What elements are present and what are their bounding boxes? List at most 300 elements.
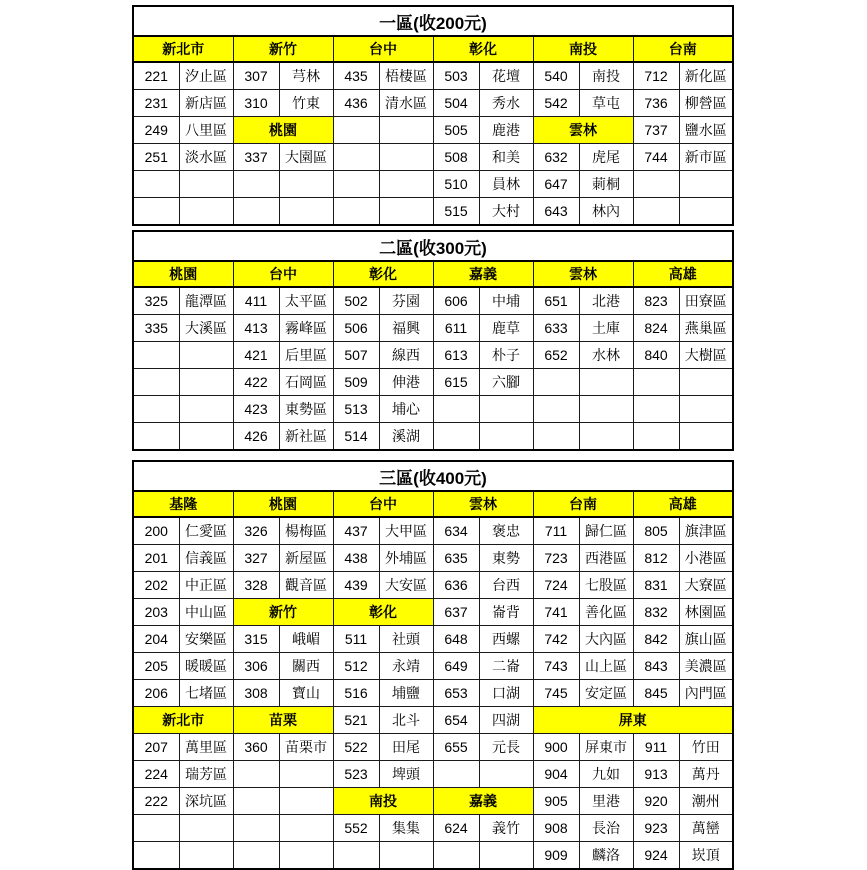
empty-cell: [679, 171, 733, 198]
table-row: [133, 117, 733, 144]
postal-code-cell: 649: [433, 653, 479, 680]
district-name-cell: 新市區: [679, 144, 733, 171]
postal-code-cell: 615: [433, 369, 479, 396]
empty-cell: [133, 342, 179, 369]
table-row: [133, 62, 733, 90]
district-name-cell: 萬里區: [179, 734, 233, 761]
table-row: [133, 680, 733, 707]
postal-code-cell: 634: [433, 517, 479, 545]
empty-cell: [133, 842, 179, 870]
postal-code-cell: 613: [433, 342, 479, 369]
postal-code-cell: 325: [133, 287, 179, 315]
postal-code-cell: 905: [533, 788, 579, 815]
district-name-cell: 和美: [479, 144, 533, 171]
postal-code-cell: 913: [633, 761, 679, 788]
district-name-cell: 萬丹: [679, 761, 733, 788]
postal-code-cell: 423: [233, 396, 279, 423]
empty-cell: [279, 788, 333, 815]
postal-code-cell: 506: [333, 315, 379, 342]
region-header-cell: 高雄: [633, 261, 733, 287]
empty-cell: [479, 423, 533, 451]
district-name-cell: 九如: [579, 761, 633, 788]
district-name-cell: 新店區: [179, 90, 233, 117]
postal-code-cell: 651: [533, 287, 579, 315]
empty-cell: [679, 369, 733, 396]
district-name-cell: 善化區: [579, 599, 633, 626]
empty-cell: [533, 423, 579, 451]
empty-cell: [133, 423, 179, 451]
postal-code-cell: 923: [633, 815, 679, 842]
postal-code-cell: 512: [333, 653, 379, 680]
postal-code-cell: 741: [533, 599, 579, 626]
district-name-cell: 芎林: [279, 62, 333, 90]
district-name-cell: 二崙: [479, 653, 533, 680]
region-header-cell: 新北市: [133, 36, 233, 62]
postal-code-cell: 737: [633, 117, 679, 144]
empty-cell: [233, 761, 279, 788]
zone-title-row: [133, 231, 733, 261]
district-name-cell: 褒忠: [479, 517, 533, 545]
empty-cell: [479, 842, 533, 870]
district-name-cell: 太平區: [279, 287, 333, 315]
district-name-cell: 員林: [479, 171, 533, 198]
empty-cell: [279, 198, 333, 226]
postal-code-cell: 224: [133, 761, 179, 788]
empty-cell: [433, 761, 479, 788]
postal-code-cell: 911: [633, 734, 679, 761]
table-row: [133, 815, 733, 842]
district-name-cell: 西港區: [579, 545, 633, 572]
postal-code-cell: 203: [133, 599, 179, 626]
district-name-cell: 新社區: [279, 423, 333, 451]
region-header-cell: 雲林: [433, 491, 533, 517]
district-name-cell: 西螺: [479, 626, 533, 653]
table-row: [133, 545, 733, 572]
district-name-cell: 北港: [579, 287, 633, 315]
postal-code-cell: 438: [333, 545, 379, 572]
postal-code-cell: 251: [133, 144, 179, 171]
empty-cell: [679, 423, 733, 451]
district-name-cell: 田寮區: [679, 287, 733, 315]
postal-code-cell: 606: [433, 287, 479, 315]
postal-code-cell: 328: [233, 572, 279, 599]
district-name-cell: 四湖: [479, 707, 533, 734]
empty-cell: [133, 171, 179, 198]
postal-code-cell: 307: [233, 62, 279, 90]
empty-cell: [379, 117, 433, 144]
district-name-cell: 山上區: [579, 653, 633, 680]
district-name-cell: 柳營區: [679, 90, 733, 117]
district-name-cell: 六腳: [479, 369, 533, 396]
region-header-cell: 台中: [333, 36, 433, 62]
region-header-cell: 南投: [533, 36, 633, 62]
postal-code-cell: 542: [533, 90, 579, 117]
empty-cell: [133, 369, 179, 396]
district-name-cell: 鹿草: [479, 315, 533, 342]
district-name-cell: 埔鹽: [379, 680, 433, 707]
empty-cell: [333, 144, 379, 171]
district-name-cell: 林內: [579, 198, 633, 226]
district-name-cell: 七堵區: [179, 680, 233, 707]
district-name-cell: 八里區: [179, 117, 233, 144]
zone-title: 二區(收300元): [133, 231, 733, 261]
table-row: [133, 599, 733, 626]
empty-cell: [479, 396, 533, 423]
region-header-cell: 桃園: [233, 117, 333, 144]
postal-code-cell: 206: [133, 680, 179, 707]
postal-code-cell: 823: [633, 287, 679, 315]
postal-code-cell: 522: [333, 734, 379, 761]
postal-code-cell: 805: [633, 517, 679, 545]
empty-cell: [333, 198, 379, 226]
district-name-cell: 鹿港: [479, 117, 533, 144]
district-name-cell: 伸港: [379, 369, 433, 396]
empty-cell: [633, 369, 679, 396]
postal-code-cell: 824: [633, 315, 679, 342]
table-row: [133, 517, 733, 545]
empty-cell: [433, 842, 479, 870]
district-name-cell: 大村: [479, 198, 533, 226]
district-name-cell: 瑞芳區: [179, 761, 233, 788]
district-name-cell: 福興: [379, 315, 433, 342]
table-row: [133, 626, 733, 653]
empty-cell: [533, 396, 579, 423]
table-row: [133, 315, 733, 342]
postal-code-cell: 831: [633, 572, 679, 599]
empty-cell: [433, 396, 479, 423]
postal-code-cell: 509: [333, 369, 379, 396]
district-name-cell: 潮州: [679, 788, 733, 815]
postal-code-cell: 437: [333, 517, 379, 545]
empty-cell: [233, 198, 279, 226]
postal-code-cell: 654: [433, 707, 479, 734]
district-name-cell: 汐止區: [179, 62, 233, 90]
postal-code-cell: 712: [633, 62, 679, 90]
table-row: [133, 423, 733, 451]
district-name-cell: 林園區: [679, 599, 733, 626]
postal-code-cell: 231: [133, 90, 179, 117]
postal-code-cell: 315: [233, 626, 279, 653]
empty-cell: [633, 423, 679, 451]
district-name-cell: 歸仁區: [579, 517, 633, 545]
empty-cell: [579, 396, 633, 423]
district-name-cell: 外埔區: [379, 545, 433, 572]
postal-code-cell: 711: [533, 517, 579, 545]
postal-code-cell: 337: [233, 144, 279, 171]
region-header-cell: 新北市: [133, 707, 233, 734]
region-header-cell: 台中: [233, 261, 333, 287]
region-header-cell: 彰化: [333, 599, 433, 626]
empty-cell: [633, 198, 679, 226]
district-name-cell: 大溪區: [179, 315, 233, 342]
postal-code-cell: 655: [433, 734, 479, 761]
district-name-cell: 清水區: [379, 90, 433, 117]
postal-code-cell: 436: [333, 90, 379, 117]
postal-code-cell: 540: [533, 62, 579, 90]
empty-cell: [279, 171, 333, 198]
district-name-cell: 小港區: [679, 545, 733, 572]
postal-code-cell: 611: [433, 315, 479, 342]
region-header-cell: 台中: [333, 491, 433, 517]
postal-code-cell: 742: [533, 626, 579, 653]
postal-code-cell: 411: [233, 287, 279, 315]
region-header-cell: 屏東: [533, 707, 733, 734]
region-header-cell: 彰化: [333, 261, 433, 287]
district-name-cell: 寶山: [279, 680, 333, 707]
table-row: [133, 788, 733, 815]
postal-code-cell: 900: [533, 734, 579, 761]
region-header-row: [133, 261, 733, 287]
district-name-cell: 安定區: [579, 680, 633, 707]
postal-code-cell: 632: [533, 144, 579, 171]
district-name-cell: 永靖: [379, 653, 433, 680]
postal-code-cell: 511: [333, 626, 379, 653]
empty-cell: [433, 423, 479, 451]
empty-cell: [279, 842, 333, 870]
postal-code-cell: 222: [133, 788, 179, 815]
empty-cell: [233, 788, 279, 815]
region-header-cell: 高雄: [633, 491, 733, 517]
table-row: [133, 342, 733, 369]
empty-cell: [479, 761, 533, 788]
empty-cell: [533, 369, 579, 396]
postal-code-cell: 745: [533, 680, 579, 707]
empty-cell: [179, 842, 233, 870]
postal-code-cell: 306: [233, 653, 279, 680]
postal-code-cell: 327: [233, 545, 279, 572]
region-header-cell: 嘉義: [433, 261, 533, 287]
empty-cell: [179, 342, 233, 369]
district-name-cell: 石岡區: [279, 369, 333, 396]
postal-code-cell: 508: [433, 144, 479, 171]
district-name-cell: 屏東市: [579, 734, 633, 761]
empty-cell: [179, 369, 233, 396]
postal-code-cell: 652: [533, 342, 579, 369]
table-row: [133, 171, 733, 198]
zone-title: 一區(收200元): [133, 6, 733, 36]
postal-code-cell: 743: [533, 653, 579, 680]
region-header-cell: 苗栗: [233, 707, 333, 734]
postal-code-cell: 201: [133, 545, 179, 572]
region-header-cell: 嘉義: [433, 788, 533, 815]
zone-2-table: [132, 230, 734, 451]
postal-code-cell: 205: [133, 653, 179, 680]
empty-cell: [379, 198, 433, 226]
empty-cell: [633, 396, 679, 423]
postal-code-cell: 842: [633, 626, 679, 653]
empty-cell: [179, 396, 233, 423]
district-name-cell: 峨嵋: [279, 626, 333, 653]
postal-code-cell: 643: [533, 198, 579, 226]
table-row: [133, 707, 733, 734]
empty-cell: [379, 842, 433, 870]
table-row: [133, 396, 733, 423]
district-name-cell: 安樂區: [179, 626, 233, 653]
region-header-cell: 台南: [533, 491, 633, 517]
district-name-cell: 長治: [579, 815, 633, 842]
postal-code-cell: 200: [133, 517, 179, 545]
empty-cell: [179, 423, 233, 451]
empty-cell: [633, 171, 679, 198]
region-header-cell: 新竹: [233, 599, 333, 626]
postal-code-cell: 335: [133, 315, 179, 342]
district-name-cell: 朴子: [479, 342, 533, 369]
postal-code-cell: 724: [533, 572, 579, 599]
empty-cell: [233, 171, 279, 198]
district-name-cell: 崙背: [479, 599, 533, 626]
district-name-cell: 社頭: [379, 626, 433, 653]
district-name-cell: 楊梅區: [279, 517, 333, 545]
region-header-cell: 基隆: [133, 491, 233, 517]
postal-code-cell: 510: [433, 171, 479, 198]
zone-3-table: [132, 460, 734, 870]
table-row: [133, 90, 733, 117]
district-name-cell: 后里區: [279, 342, 333, 369]
district-name-cell: 元長: [479, 734, 533, 761]
postal-code-cell: 920: [633, 788, 679, 815]
district-name-cell: 花壇: [479, 62, 533, 90]
postal-code-cell: 523: [333, 761, 379, 788]
empty-cell: [379, 171, 433, 198]
district-name-cell: 旗山區: [679, 626, 733, 653]
empty-cell: [233, 842, 279, 870]
region-header-cell: 南投: [333, 788, 433, 815]
postal-code-cell: 421: [233, 342, 279, 369]
district-name-cell: 里港: [579, 788, 633, 815]
empty-cell: [133, 198, 179, 226]
region-header-row: [133, 36, 733, 62]
empty-cell: [179, 171, 233, 198]
postal-code-cell: 552: [333, 815, 379, 842]
postal-code-cell: 310: [233, 90, 279, 117]
district-name-cell: 萬巒: [679, 815, 733, 842]
postal-code-cell: 637: [433, 599, 479, 626]
postal-code-cell: 736: [633, 90, 679, 117]
postal-code-cell: 249: [133, 117, 179, 144]
table-row: [133, 761, 733, 788]
postal-code-cell: 635: [433, 545, 479, 572]
table-row: [133, 369, 733, 396]
postal-code-cell: 723: [533, 545, 579, 572]
postal-code-cell: 505: [433, 117, 479, 144]
district-name-cell: 田尾: [379, 734, 433, 761]
district-name-cell: 內門區: [679, 680, 733, 707]
postal-code-cell: 513: [333, 396, 379, 423]
postal-code-cell: 435: [333, 62, 379, 90]
postal-code-cell: 840: [633, 342, 679, 369]
table-row: [133, 734, 733, 761]
postal-code-cell: 832: [633, 599, 679, 626]
postal-code-cell: 653: [433, 680, 479, 707]
district-name-cell: 新屋區: [279, 545, 333, 572]
table-row: [133, 198, 733, 226]
postal-code-cell: 502: [333, 287, 379, 315]
district-name-cell: 苗栗市: [279, 734, 333, 761]
district-name-cell: 線西: [379, 342, 433, 369]
district-name-cell: 大樹區: [679, 342, 733, 369]
region-header-row: [133, 491, 733, 517]
district-name-cell: 埤頭: [379, 761, 433, 788]
empty-cell: [333, 842, 379, 870]
empty-cell: [679, 198, 733, 226]
region-header-cell: 雲林: [533, 261, 633, 287]
empty-cell: [679, 396, 733, 423]
postal-code-cell: 514: [333, 423, 379, 451]
district-name-cell: 暖暖區: [179, 653, 233, 680]
district-name-cell: 中埔: [479, 287, 533, 315]
district-name-cell: 土庫: [579, 315, 633, 342]
region-header-cell: 彰化: [433, 36, 533, 62]
empty-cell: [133, 396, 179, 423]
postal-code-cell: 426: [233, 423, 279, 451]
region-header-cell: 桃園: [133, 261, 233, 287]
district-name-cell: 美濃區: [679, 653, 733, 680]
district-name-cell: 秀水: [479, 90, 533, 117]
district-name-cell: 芬園: [379, 287, 433, 315]
postal-code-cell: 439: [333, 572, 379, 599]
district-name-cell: 東勢區: [279, 396, 333, 423]
district-name-cell: 旗津區: [679, 517, 733, 545]
empty-cell: [579, 369, 633, 396]
zone-1-table: [132, 5, 734, 226]
empty-cell: [233, 815, 279, 842]
postal-code-cell: 413: [233, 315, 279, 342]
district-name-cell: 口湖: [479, 680, 533, 707]
postal-code-cell: 504: [433, 90, 479, 117]
table-row: [133, 287, 733, 315]
zone-title: 三區(收400元): [133, 461, 733, 491]
postal-code-cell: 202: [133, 572, 179, 599]
empty-cell: [179, 815, 233, 842]
region-header-cell: 桃園: [233, 491, 333, 517]
district-name-cell: 北斗: [379, 707, 433, 734]
region-header-cell: 台南: [633, 36, 733, 62]
district-name-cell: 大安區: [379, 572, 433, 599]
postal-code-cell: 845: [633, 680, 679, 707]
district-name-cell: 水林: [579, 342, 633, 369]
district-name-cell: 東勢: [479, 545, 533, 572]
district-name-cell: 大甲區: [379, 517, 433, 545]
postal-code-cell: 904: [533, 761, 579, 788]
district-name-cell: 大園區: [279, 144, 333, 171]
district-name-cell: 大內區: [579, 626, 633, 653]
district-name-cell: 龍潭區: [179, 287, 233, 315]
district-name-cell: 信義區: [179, 545, 233, 572]
postal-code-cell: 636: [433, 572, 479, 599]
district-name-cell: 中山區: [179, 599, 233, 626]
district-name-cell: 崁頂: [679, 842, 733, 870]
postal-code-cell: 633: [533, 315, 579, 342]
postal-code-cell: 521: [333, 707, 379, 734]
postal-code-cell: 360: [233, 734, 279, 761]
district-name-cell: 麟洛: [579, 842, 633, 870]
district-name-cell: 深坑區: [179, 788, 233, 815]
postal-code-cell: 924: [633, 842, 679, 870]
district-name-cell: 霧峰區: [279, 315, 333, 342]
empty-cell: [333, 117, 379, 144]
postal-code-cell: 515: [433, 198, 479, 226]
district-name-cell: 溪湖: [379, 423, 433, 451]
district-name-cell: 燕巢區: [679, 315, 733, 342]
empty-cell: [279, 815, 333, 842]
table-row: [133, 572, 733, 599]
zone-title-row: [133, 6, 733, 36]
district-name-cell: 梧棲區: [379, 62, 433, 90]
district-name-cell: 虎尾: [579, 144, 633, 171]
empty-cell: [279, 761, 333, 788]
empty-cell: [579, 423, 633, 451]
zone-title-row: [133, 461, 733, 491]
